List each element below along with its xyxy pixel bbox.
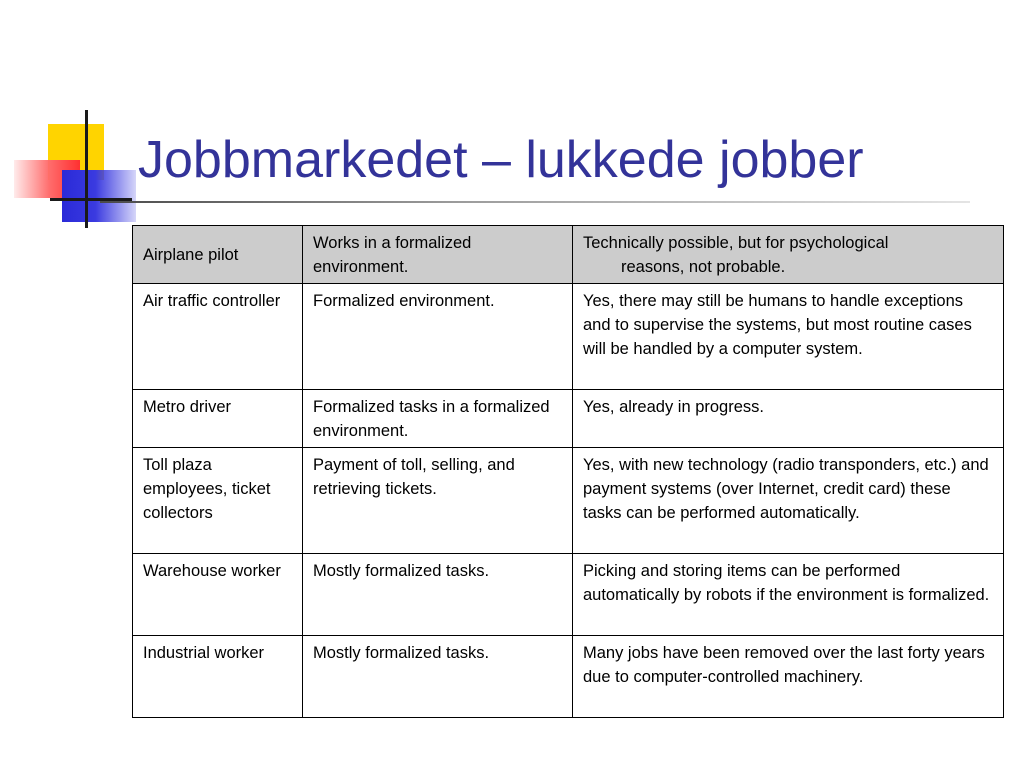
logo-blue-square bbox=[62, 170, 136, 222]
reason-cell: Mostly formalized tasks. bbox=[303, 636, 573, 718]
reason-cell: Works in a formalized environment. bbox=[303, 226, 573, 284]
job-cell: Toll plaza employees, ticket collectors bbox=[133, 448, 303, 554]
job-cell: Air traffic controller bbox=[133, 284, 303, 390]
jobs-table bbox=[132, 225, 1004, 718]
table-row bbox=[133, 226, 1004, 284]
table-row bbox=[133, 284, 1004, 390]
table-row bbox=[133, 390, 1004, 448]
assessment-cell: Picking and storing items can be performed automatically by robots if the environment is formalized. bbox=[573, 554, 1004, 636]
logo-vertical-line bbox=[85, 110, 88, 228]
job-cell: Industrial worker bbox=[133, 636, 303, 718]
reason-cell: Formalized environment. bbox=[303, 284, 573, 390]
job-cell: Airplane pilot bbox=[133, 226, 303, 284]
reason-cell: Mostly formalized tasks. bbox=[303, 554, 573, 636]
reason-cell: Formalized tasks in a formalized environment. bbox=[303, 390, 573, 448]
job-cell: Metro driver bbox=[133, 390, 303, 448]
reason-cell: Payment of toll, selling, and retrieving tickets. bbox=[303, 448, 573, 554]
table-row bbox=[133, 636, 1004, 718]
assessment-cell: Many jobs have been removed over the last forty years due to computer-controlled machinery. bbox=[573, 636, 1004, 718]
assessment-cell: Yes, already in progress. bbox=[573, 390, 1004, 448]
assessment-cell: Yes, there may still be humans to handle exceptions and to supervise the systems, but most routine cases will be handled by a computer system. bbox=[573, 284, 1004, 390]
slide-title: Jobbmarkedet – lukkede jobber bbox=[138, 131, 864, 189]
assessment-line-1: Technically possible, but for psychological bbox=[583, 234, 889, 252]
table-row bbox=[133, 448, 1004, 554]
title-underline bbox=[100, 201, 970, 203]
assessment-cell bbox=[573, 226, 1004, 284]
job-cell: Warehouse worker bbox=[133, 554, 303, 636]
table-row bbox=[133, 554, 1004, 636]
assessment-cell: Yes, with new technology (radio transponders, etc.) and payment systems (over Internet, credit card) these tasks can be performed automatically. bbox=[573, 448, 1004, 554]
assessment-line-2: reasons, not probable. bbox=[621, 258, 786, 276]
